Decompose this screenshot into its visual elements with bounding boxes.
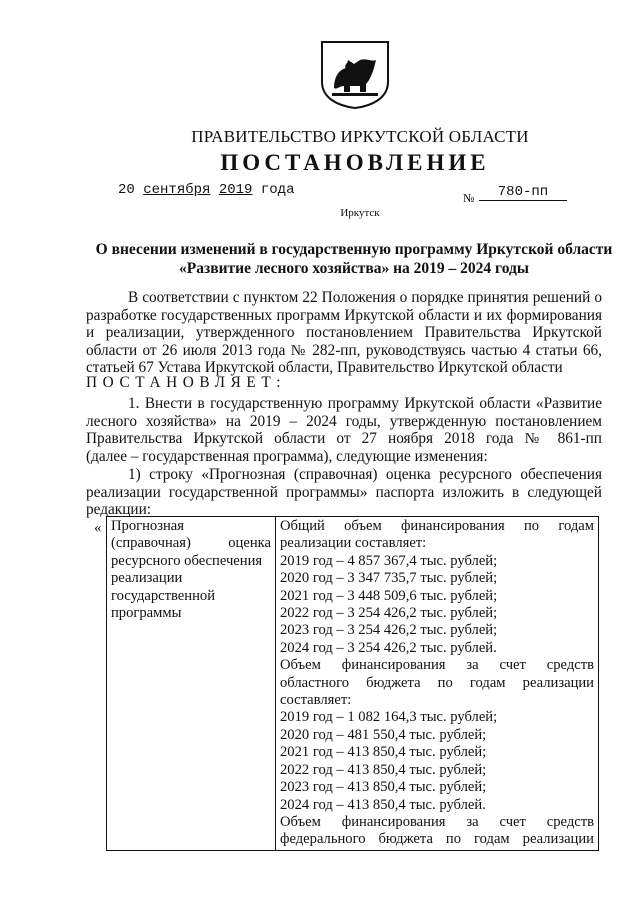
row-value-cell bbox=[276, 517, 599, 851]
value-line: 2021 год – 413 850,4 тыс. рублей; bbox=[280, 744, 487, 761]
value-line: 2021 год – 3 448 509,6 тыс. рублей; bbox=[280, 587, 498, 604]
government-name: ПРАВИТЕЛЬСТВО ИРКУТСКОЙ ОБЛАСТИ bbox=[191, 127, 529, 146]
title-line-2: «Развитие лесного хозяйства» на 2019 – 2024 годы bbox=[179, 260, 529, 277]
value-line: 2024 год – 3 254 426,2 тыс. рублей. bbox=[280, 639, 497, 656]
emblem-base bbox=[332, 93, 378, 96]
value-line: 2019 год – 4 857 367,4 тыс. рублей; bbox=[280, 552, 498, 569]
preamble-line: статьей 67 Устава Иркутской области, Правительство Иркутской области bbox=[86, 359, 563, 377]
subitem-1-line: реализации государственной программы» паспорта изложить в следующей bbox=[86, 483, 602, 501]
preamble-line: и реализации, утвержденного постановлением Правительства Иркутской bbox=[86, 324, 602, 342]
value-line: 2022 год – 413 850,4 тыс. рублей; bbox=[280, 761, 487, 778]
open-quote-mark: « bbox=[94, 520, 102, 536]
row-header-line: реализации bbox=[111, 570, 183, 587]
value-line: 2019 год – 1 082 164,3 тыс. рублей; bbox=[280, 709, 498, 726]
preamble-line: разработке государственных программ Иркутской области и их формирования bbox=[86, 306, 602, 324]
value-line: Объем финансирования за счет средств bbox=[280, 813, 594, 830]
date-year: 2019 bbox=[218, 182, 253, 198]
row-header-line: программы bbox=[111, 605, 182, 622]
item-1-line: Правительства Иркутской области от 27 ноября 2018 года № 861-пп bbox=[86, 430, 602, 448]
subitem-1-paragraph bbox=[86, 466, 602, 519]
row-header-line: (справочная) оценка bbox=[111, 535, 271, 552]
preamble-line: области от 26 июля 2013 года № 282-пп, руководствуясь частью 4 статьи 66, bbox=[86, 341, 602, 359]
value-line: 2024 год – 413 850,4 тыс. рублей. bbox=[280, 796, 486, 813]
table-row bbox=[107, 517, 599, 851]
document-type: ПОСТАНОВЛЕНИЕ bbox=[220, 150, 490, 175]
document-title bbox=[76, 240, 632, 278]
item-1-line: лесного хозяйства» на 2019 – 2024 годы, утвержденную постановлением bbox=[86, 412, 602, 430]
decree-word: ПОСТАНОВЛЯЕТ: bbox=[86, 374, 287, 391]
value-line: 2023 год – 3 254 426,2 тыс. рублей; bbox=[280, 622, 498, 639]
subitem-1-line: редакции: bbox=[86, 501, 152, 519]
number-sign: № bbox=[463, 191, 475, 205]
value-line: составляет: bbox=[280, 692, 352, 709]
passport-table bbox=[106, 516, 599, 851]
value-line: Общий объем финансирования по годам bbox=[280, 518, 594, 534]
item-1-line: (далее – государственная программа), следующие изменения: bbox=[86, 447, 488, 465]
city-name: Иркутск bbox=[340, 207, 380, 219]
row-header-line: государственной bbox=[111, 587, 216, 604]
subitem-1-line: 1) строку «Прогнозная (справочная) оценка ресурсного обеспечения bbox=[128, 466, 602, 483]
row-header-cell bbox=[107, 517, 276, 851]
date-month: сентября bbox=[143, 182, 211, 198]
item-1-line: 1. Внести в государственную программу Иркутской области «Развитие bbox=[128, 395, 602, 412]
value-line: 2020 год – 3 347 735,7 тыс. рублей; bbox=[280, 570, 498, 587]
date-suffix: года bbox=[260, 182, 295, 198]
row-header-line: ресурсного обеспечения bbox=[111, 552, 263, 569]
value-line: федерального бюджета по годам реализации bbox=[280, 831, 594, 848]
item-1-paragraph bbox=[86, 395, 602, 465]
document-number: 780-пп bbox=[479, 184, 567, 201]
preamble-line: В соответствии с пунктом 22 Положения о порядке принятия решений о bbox=[128, 289, 602, 306]
coat-of-arms-emblem bbox=[320, 40, 390, 110]
value-line: 2020 год – 481 550,4 тыс. рублей; bbox=[280, 726, 487, 743]
row-header-line: Прогнозная bbox=[111, 518, 184, 534]
value-line: 2023 год – 413 850,4 тыс. рублей; bbox=[280, 779, 487, 796]
value-line: 2022 год – 3 254 426,2 тыс. рублей; bbox=[280, 605, 498, 622]
value-line: Объем финансирования за счет средств bbox=[280, 657, 594, 674]
document-date bbox=[118, 182, 294, 198]
preamble-paragraph bbox=[86, 289, 602, 377]
date-day: 20 bbox=[118, 182, 135, 198]
value-line: областного бюджета по годам реализации bbox=[280, 674, 594, 691]
title-line-1: О внесении изменений в государственную программу Иркутской области bbox=[95, 241, 613, 258]
value-line: реализации составляет: bbox=[280, 535, 427, 552]
